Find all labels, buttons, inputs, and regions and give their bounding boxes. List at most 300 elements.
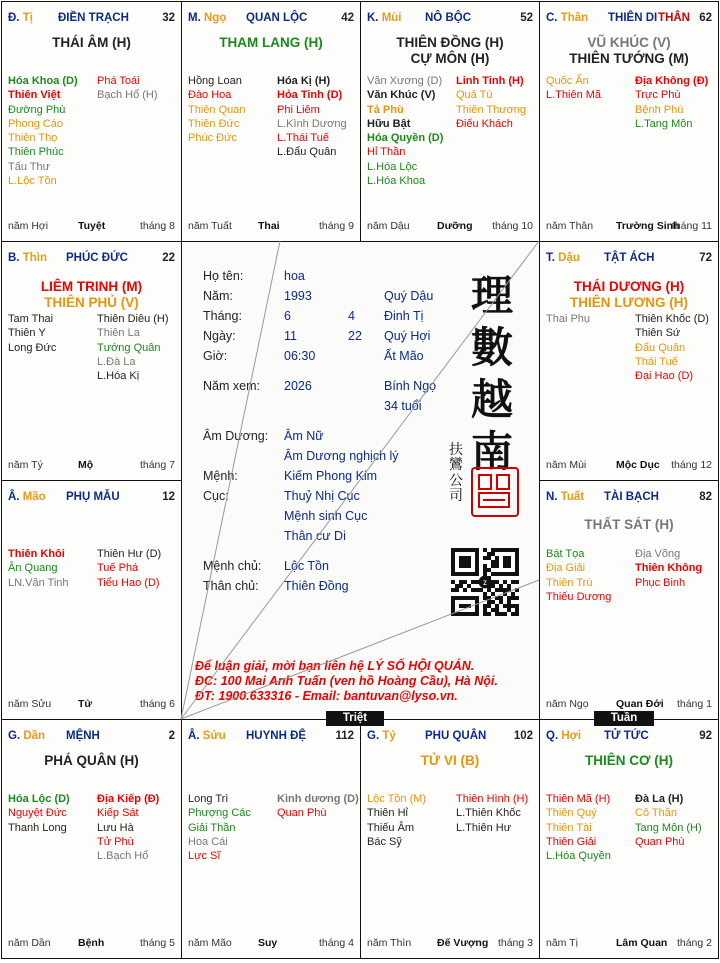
year-label: năm Mão <box>188 937 232 949</box>
calligraphy-character: 理 <box>471 271 514 320</box>
minor-stars-left <box>8 312 56 355</box>
palace-cell-at-suu <box>181 719 361 959</box>
seal-calligraphy: 扶 鸞 公 司 <box>449 442 463 505</box>
branch-label: Thìn <box>22 252 47 264</box>
minor-star: Ân Quang <box>8 562 58 575</box>
palace-name: THIÊN DI <box>608 12 658 24</box>
palace-name: QUAN LỘC <box>246 12 308 24</box>
main-star: VŨ KHÚC (V) <box>587 35 671 50</box>
palace-cell-quy-hoi <box>539 719 719 959</box>
info-value: Âm Nữ <box>284 429 324 443</box>
year-label: năm Tị <box>546 937 578 949</box>
palace-footer <box>367 937 533 950</box>
palace-name: ĐIỀN TRẠCH <box>58 12 129 24</box>
minor-star: Quan Phù <box>635 835 685 848</box>
main-star: THIÊN LƯƠNG (H) <box>570 295 688 310</box>
minor-star: Thiên Hư (D) <box>97 548 162 560</box>
palace-name: MỆNH <box>66 730 100 742</box>
minor-stars-right <box>635 74 708 131</box>
palace-footer <box>8 459 175 472</box>
minor-stars-left <box>188 74 245 145</box>
month-label: tháng 3 <box>497 937 533 949</box>
palace-name: NÔ BỘC <box>425 12 471 24</box>
year-label: năm Thìn <box>367 937 412 949</box>
calligraphy-character: 越 <box>471 375 514 424</box>
minor-star: L.Thiên Mã <box>546 89 602 102</box>
minor-star: Hữu Bật <box>367 117 411 130</box>
palace-age: 72 <box>699 252 712 264</box>
minor-star: Hồng Loan <box>188 75 242 87</box>
minor-star: Thiên Trù <box>546 576 593 589</box>
minor-star: Bệnh Phù <box>635 103 684 116</box>
minor-star: Đại Hao (D) <box>635 370 694 383</box>
info-lunar-value: 22 <box>348 329 362 343</box>
red-seal-stamp <box>471 467 519 517</box>
minor-stars-left <box>367 74 443 188</box>
minor-star: Thiên Giải <box>546 835 597 848</box>
tuan-tag: Tuần <box>594 711 654 726</box>
minor-star: Phúc Đức <box>188 132 237 145</box>
minor-star: Thiên La <box>97 327 140 340</box>
palace-age: 112 <box>335 730 354 742</box>
palace-footer <box>367 220 533 233</box>
minor-stars-right <box>456 74 526 131</box>
minor-stars-right <box>97 74 158 103</box>
palace-header <box>367 730 533 744</box>
palace-age: 52 <box>520 12 533 24</box>
minor-stars-left <box>367 792 426 849</box>
minor-star: Thiên Thọ <box>8 132 58 145</box>
palace-branch <box>546 730 581 742</box>
palace-footer <box>8 220 175 233</box>
stem-label: Â. <box>8 491 20 503</box>
palace-footer <box>188 937 354 950</box>
minor-star: Địa Giải <box>546 562 586 575</box>
year-label: năm Thân <box>546 220 594 232</box>
minor-star: Văn Khúc (V) <box>367 89 436 102</box>
minor-star: Văn Xương (D) <box>367 75 443 87</box>
info-canchi-value: 34 tuổi <box>384 399 422 413</box>
info-label: Tháng: <box>203 309 242 323</box>
minor-star: Bác Sỹ <box>367 835 402 848</box>
life-stage: Thai <box>258 220 280 232</box>
minor-star: Hỉ Thần <box>367 146 406 159</box>
info-value: Âm Dương nghịch lý <box>284 449 399 463</box>
palace-header <box>8 491 175 505</box>
minor-star: Giải Thần <box>188 821 236 834</box>
palace-name: TẬT ÁCH <box>604 252 655 264</box>
palace-name: PHỤ MẪU <box>66 491 120 503</box>
branch-label: Sửu <box>202 730 226 742</box>
branch-label: Mão <box>22 491 46 503</box>
info-value: 1993 <box>284 289 312 303</box>
minor-star: Đào Hoa <box>188 89 232 102</box>
palace-branch <box>8 491 46 503</box>
month-label: tháng 12 <box>671 459 712 471</box>
minor-star: Tang Môn (H) <box>635 821 702 834</box>
minor-star: Kiếp Sát <box>97 807 139 820</box>
minor-star: Đường Phù <box>8 103 66 116</box>
palace-header <box>546 12 712 26</box>
palace-name: HUYNH ĐỆ <box>246 730 307 742</box>
minor-star: Đà La (H) <box>635 793 684 805</box>
minor-star: L.Lộc Tồn <box>8 175 57 188</box>
minor-star: Bạch Hổ (H) <box>97 89 158 102</box>
year-label: năm Dần <box>8 937 51 949</box>
minor-star: Thiên Khốc (D) <box>635 313 709 325</box>
minor-star: Thiên Quý <box>546 807 597 820</box>
contact-line: Để luận giải, mời bạn liên hệ LÝ SỐ HỘI QUÁN. <box>195 659 475 673</box>
contact-line: ĐT: 1900.633316 - Email: bantuvan@lyso.vn. <box>195 689 458 703</box>
minor-star: Trực Phù <box>635 89 681 102</box>
palace-footer <box>188 220 354 233</box>
palace-cell-canh-than <box>539 1 719 242</box>
palace-age: 12 <box>162 491 175 503</box>
minor-star: Tả Phù <box>367 103 404 116</box>
minor-star: L.Tang Môn <box>635 117 693 130</box>
life-stage: Mộc Dục <box>616 459 660 471</box>
minor-star: Hóa Kị (H) <box>277 75 331 87</box>
stem-label: K. <box>367 12 379 24</box>
year-label: năm Hợi <box>8 220 49 232</box>
minor-star: Thiên Thương <box>456 103 527 116</box>
life-stage: Tử <box>78 698 93 710</box>
minor-star: Phục Binh <box>635 576 686 589</box>
month-label: tháng 9 <box>318 220 354 232</box>
minor-star: Thiên Tài <box>546 821 592 834</box>
triet-tag: Triệt <box>326 711 384 726</box>
info-value: 2026 <box>284 379 312 393</box>
palace-header <box>546 491 712 505</box>
main-star: THAM LANG (H) <box>219 35 323 50</box>
palace-age: 62 <box>699 12 712 24</box>
palace-branch <box>8 252 47 264</box>
minor-stars-left <box>188 792 251 863</box>
palace-name: PHU QUÂN <box>425 730 487 742</box>
palace-header <box>188 730 354 744</box>
palace-cell-dinh-ti <box>1 1 182 242</box>
minor-stars-left <box>546 792 611 863</box>
main-star: TỬ VI (B) <box>420 753 480 768</box>
minor-stars-left <box>546 547 611 604</box>
main-star: THIÊN CƠ (H) <box>584 753 673 768</box>
minor-star: L.Hóa Khoa <box>367 175 426 188</box>
info-value: Lộc Tồn <box>284 559 329 573</box>
minor-star: L.Hóa Kị <box>97 370 140 383</box>
palace-branch <box>8 12 33 24</box>
info-value: Thân cư Di <box>284 529 346 543</box>
palace-cell-mau-ngo <box>181 1 361 242</box>
palace-cell-at-mao <box>1 480 182 720</box>
minor-star: Tướng Quân <box>97 341 161 354</box>
main-star: LIÊM TRINH (M) <box>40 279 143 294</box>
life-stage: Quan Đới <box>616 698 664 710</box>
minor-stars-right <box>456 792 528 835</box>
palace-age: 82 <box>699 491 712 503</box>
life-stage: Bệnh <box>78 937 105 949</box>
minor-star: Long Trì <box>188 793 229 805</box>
minor-stars-right <box>635 312 709 383</box>
minor-stars-left <box>8 74 78 188</box>
palace-header <box>8 730 175 744</box>
year-label: năm Sửu <box>8 698 52 710</box>
palace-cell-tan-dau <box>539 241 719 481</box>
palace-footer <box>546 937 712 950</box>
info-label: Họ tên: <box>203 269 244 283</box>
palace-header <box>546 730 712 744</box>
palace-header <box>367 12 533 26</box>
palace-branch <box>546 12 588 24</box>
qr-code <box>451 548 519 616</box>
palace-age: 32 <box>162 12 175 24</box>
info-value: Kiếm Phong Kim <box>284 469 378 483</box>
palace-age: 2 <box>168 730 175 742</box>
minor-star: Long Đức <box>8 341 57 354</box>
info-label: Ngày: <box>203 329 236 343</box>
palace-branch <box>367 12 402 24</box>
info-canchi-value: Ất Mão <box>384 349 424 363</box>
minor-star: L.Đà La <box>97 355 136 368</box>
minor-star: Điếu Khách <box>456 117 513 130</box>
branch-label: Mùi <box>381 12 402 24</box>
life-stage: Tuyệt <box>78 220 106 232</box>
minor-stars-left <box>546 312 590 326</box>
palace-cell-giap-dan <box>1 719 182 959</box>
branch-label: Thân <box>560 12 589 24</box>
minor-star: Địa Võng <box>635 548 681 560</box>
minor-star: Phượng Các <box>188 807 251 820</box>
month-label: tháng 6 <box>139 698 175 710</box>
minor-star: Thai Phụ <box>546 313 591 325</box>
minor-star: Cô Thần <box>635 807 677 820</box>
palace-branch <box>188 730 226 742</box>
main-star: THẤT SÁT (H) <box>584 517 674 532</box>
palace-age: 22 <box>162 252 175 264</box>
branch-label: Hợi <box>561 730 582 742</box>
main-star: THIÊN PHỦ (V) <box>44 295 139 310</box>
minor-star: Đẩu Quân <box>635 341 686 354</box>
minor-star: Thiên Không <box>635 562 703 575</box>
calligraphy-character: 南 <box>471 427 514 476</box>
year-label: năm Dậu <box>367 220 410 232</box>
month-label: tháng 10 <box>492 220 533 232</box>
info-label: Âm Dương: <box>203 429 269 443</box>
info-lunar-value: 4 <box>348 309 355 323</box>
minor-star: Phá Toái <box>97 75 140 87</box>
stem-label: T. <box>546 252 555 264</box>
palace-header <box>8 12 175 26</box>
palace-branch <box>546 252 580 264</box>
stem-label: Q. <box>546 730 559 742</box>
life-stage: Suy <box>258 937 278 949</box>
stem-label: N. <box>546 491 558 503</box>
minor-stars-left <box>8 547 69 590</box>
year-label: năm Tý <box>8 459 43 471</box>
minor-star: Phong Cáo <box>8 117 64 130</box>
minor-star: Thiên Khôi <box>8 548 65 560</box>
minor-star: Nguyệt Đức <box>8 807 67 820</box>
stem-label: C. <box>546 12 558 24</box>
info-label: Năm xem: <box>203 379 260 393</box>
minor-star: Bát Tọa <box>546 548 585 560</box>
minor-stars-right <box>635 547 702 590</box>
minor-star: Quốc Ấn <box>546 75 589 87</box>
branch-label: Tuất <box>560 491 585 503</box>
minor-star: Hỏa Tinh (D) <box>277 89 343 102</box>
minor-star: LN.Văn Tinh <box>8 576 69 589</box>
month-label: tháng 7 <box>139 459 175 471</box>
svg-text:z: z <box>483 578 487 588</box>
month-label: tháng 4 <box>318 937 354 949</box>
minor-star: Kình dương (D) <box>277 793 359 805</box>
life-stage: Dưỡng <box>437 220 473 232</box>
info-value: Thuỷ Nhị Cục <box>284 489 360 503</box>
month-label: tháng 5 <box>139 937 175 949</box>
minor-stars-right <box>277 74 347 160</box>
month-label: tháng 2 <box>676 937 712 949</box>
minor-star: L.Bạch Hổ <box>97 850 149 863</box>
minor-star: L.Thiên Hư <box>456 821 512 834</box>
main-star: CỰ MÔN (H) <box>410 51 490 66</box>
year-label: năm Tuất <box>188 220 232 232</box>
month-label: tháng 8 <box>139 220 175 232</box>
info-label: Giờ: <box>203 349 228 363</box>
branch-label: Tý <box>382 730 396 742</box>
main-star: PHÁ QUÂN (H) <box>44 753 139 768</box>
minor-star: L.Hóa Quyền <box>546 850 611 863</box>
minor-star: Thiếu Dương <box>546 590 612 603</box>
minor-star: Lộc Tồn (M) <box>367 793 427 805</box>
minor-star: Lưu Hà <box>97 821 134 834</box>
minor-stars-right <box>635 792 702 849</box>
palace-name: PHÚC ĐỨC <box>66 252 128 264</box>
stem-label: B. <box>8 252 20 264</box>
minor-star: Quả Tú <box>456 89 493 102</box>
info-label: Cục: <box>203 489 229 503</box>
palace-cell-giap-ty <box>360 719 540 959</box>
life-stage: Lâm Quan <box>616 937 668 949</box>
life-stage: Đế Vượng <box>437 937 489 949</box>
palace-age: 42 <box>341 12 354 24</box>
minor-stars-right <box>97 312 169 383</box>
minor-star: Tiểu Hao (D) <box>97 576 160 589</box>
minor-star: Thiên Y <box>8 327 46 340</box>
minor-star: L.Đẩu Quân <box>277 146 337 159</box>
minor-star: Thiên Phúc <box>8 146 64 159</box>
info-value: 11 <box>284 329 297 343</box>
palace-footer <box>546 698 712 711</box>
info-value: hoa <box>284 269 305 283</box>
branch-label: Ngọ <box>203 12 227 24</box>
info-label: Mệnh: <box>203 469 238 483</box>
palace-header <box>8 252 175 266</box>
minor-star: Phi Liêm <box>277 103 320 116</box>
calligraphy-character: 數 <box>471 323 514 372</box>
minor-star: Địa Không (Đ) <box>635 75 709 87</box>
palace-header <box>546 252 712 266</box>
palace-branch <box>546 491 584 503</box>
palace-footer <box>8 937 175 950</box>
minor-star: Tấu Thư <box>8 160 51 173</box>
minor-star: Thiên Hỉ <box>367 807 408 820</box>
branch-label: Dậu <box>558 252 580 264</box>
palace-branch <box>367 730 396 742</box>
minor-star: Thiên Việt <box>8 89 61 102</box>
info-canchi-value: Quý Dậu <box>384 289 434 303</box>
minor-star: L.Thái Tuế <box>277 132 329 145</box>
palace-cell-nham-tuat <box>539 480 719 720</box>
minor-star: Hóa Quyền (D) <box>367 132 444 145</box>
minor-star: Thiếu Âm <box>367 821 415 834</box>
minor-star: Địa Kiếp (Đ) <box>97 793 160 805</box>
minor-star: L.Kình Dương <box>277 117 347 130</box>
minor-star: Tam Thai <box>8 313 54 325</box>
palace-footer <box>8 698 175 711</box>
info-label: Thân chủ: <box>203 579 259 593</box>
palace-name: TỬ TỨC <box>604 730 649 742</box>
minor-star: Lực Sĩ <box>188 850 221 863</box>
info-canchi-value: Bính Ngọ <box>384 379 437 393</box>
main-star: THÁI DƯƠNG (H) <box>573 279 685 294</box>
contact-line: ĐC: 100 Mai Anh Tuấn (ven hồ Hoàng Cầu), Hà Nội. <box>195 674 498 688</box>
minor-star: L.Thiên Khốc <box>456 807 521 820</box>
life-stage: Mộ <box>78 459 94 471</box>
minor-star: Thiên Đức <box>188 117 240 130</box>
info-value: 06:30 <box>284 349 316 363</box>
than-marker: THÂN <box>658 12 690 24</box>
minor-star: Linh Tinh (H) <box>456 75 524 87</box>
main-star: THIÊN TƯỚNG (M) <box>569 51 689 66</box>
month-label: tháng 11 <box>671 220 712 232</box>
info-label: Năm: <box>203 289 233 303</box>
palace-footer <box>546 459 712 472</box>
stem-label: G. <box>367 730 380 742</box>
palace-age: 102 <box>513 730 533 742</box>
minor-stars-right <box>277 792 359 821</box>
stem-label: M. <box>188 12 201 24</box>
info-value: 6 <box>284 309 291 323</box>
palace-cell-ky-mui <box>360 1 540 242</box>
center-info-panel <box>181 241 539 719</box>
minor-star: Hóa Khoa (D) <box>8 75 78 87</box>
main-star: THÁI ÂM (H) <box>52 35 131 50</box>
info-label: Mệnh chủ: <box>203 559 262 573</box>
minor-star: Thiên Quan <box>188 103 246 116</box>
minor-stars-right <box>97 792 159 863</box>
minor-stars-right <box>97 547 161 590</box>
minor-star: Thái Tuế <box>635 355 678 368</box>
minor-stars-left <box>546 74 601 103</box>
year-label: năm Mùi <box>546 459 587 471</box>
life-stage: Trường Sinh <box>616 220 680 232</box>
minor-stars-left <box>8 792 70 835</box>
minor-star: Thiên Hình (H) <box>456 793 529 805</box>
palace-branch <box>8 730 45 742</box>
minor-star: Thiên Sứ <box>635 327 681 340</box>
palace-age: 92 <box>699 730 712 742</box>
stem-label: Đ. <box>8 12 20 24</box>
minor-star: Thiên Mã (H) <box>546 793 611 805</box>
info-canchi-value: Đinh Tị <box>384 309 424 323</box>
branch-label: Dần <box>23 730 46 742</box>
minor-star: Thiên Diêu (H) <box>97 313 169 325</box>
palace-footer <box>546 220 712 233</box>
stem-label: Â. <box>188 730 200 742</box>
stem-label: G. <box>8 730 21 742</box>
minor-star: Quan Phù <box>277 807 327 820</box>
year-label: năm Ngọ <box>546 698 589 710</box>
palace-name: TÀI BẠCH <box>604 491 659 503</box>
